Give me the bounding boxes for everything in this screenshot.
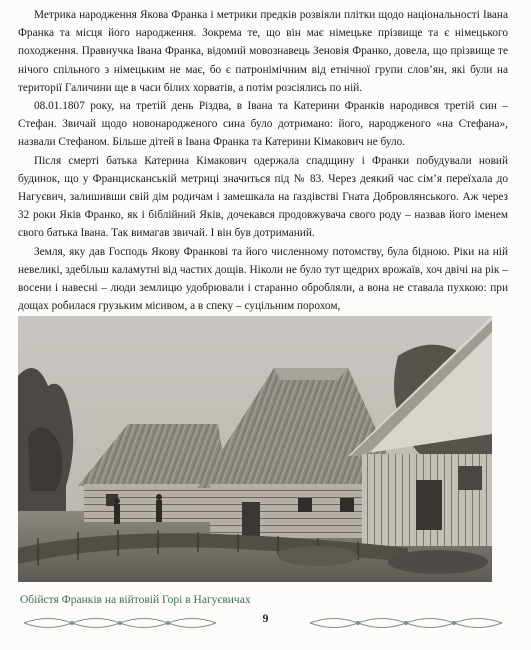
paragraph-4: Земля, яку дав Господь Якову Франкові та його численному потомству, була бідною. Ріки на ній невеликі, здебільш каламутні від частих дощів. Ніколи не було тут щедрих врожаїв, хоч двічі на рік – восени і навесні – люди землицю удобрювали і старанно обробляли, а вона не ставала пухкою: при дощах робилася грузьким місивом, а в спеку – суцільним порохом, — [18, 245, 508, 313]
page-number: 9 — [262, 611, 269, 625]
paragraph-2: 08.01.1807 року, на третій день Різдва, в Івана та Катерини Франків народився третій син – Стефан. Звичай щодо новонародженого сина було дотримано: його, народженого «на Стефана», назвали Стефаном. Більше дітей в Івана Франка та Катерини Кімакович не було. — [18, 100, 508, 149]
body-text — [18, 6, 508, 315]
paragraph-3: Після смерті батька Катерина Кімакович одержала спадщину і Франки побудували новий будинок, що у Францисканській метриці значиться під № 83. Через деякий час сім’я переїхала до Нагуєвич, залишивши свій дім родичам і замешкала на ґаздівстві Гната Добровлянського. Аж через 32 роки Яків Франко, як і біблійний Яків, дочекався продовжувача свого роду – назвав його іменем свого батька Івана. Так вимагав звичай. І він був дотриманий. — [18, 154, 508, 240]
paragraph-1: Метрика народження Якова Франка і метрики предків розвіяли плітки щодо національності Івана Франка та місця його народження. Зокрема те, що він має німецьке прізвище та є німецького походження. Правнучка Івана Франка, відомий мовознавець Зеновія Франко, довела, що прізвище те нічого спільного з німецьким не має, бо є патронімічним від етнічної групи слов’ян, які були на території Галичини ще в часи білих хорватів, а потім розсіялись по ній. — [18, 9, 508, 94]
village-photo — [18, 316, 492, 582]
village-photo-image — [18, 316, 492, 582]
photo-caption: Обійстя Франків на війтовій Горі в Нагуєвичах — [20, 594, 251, 606]
